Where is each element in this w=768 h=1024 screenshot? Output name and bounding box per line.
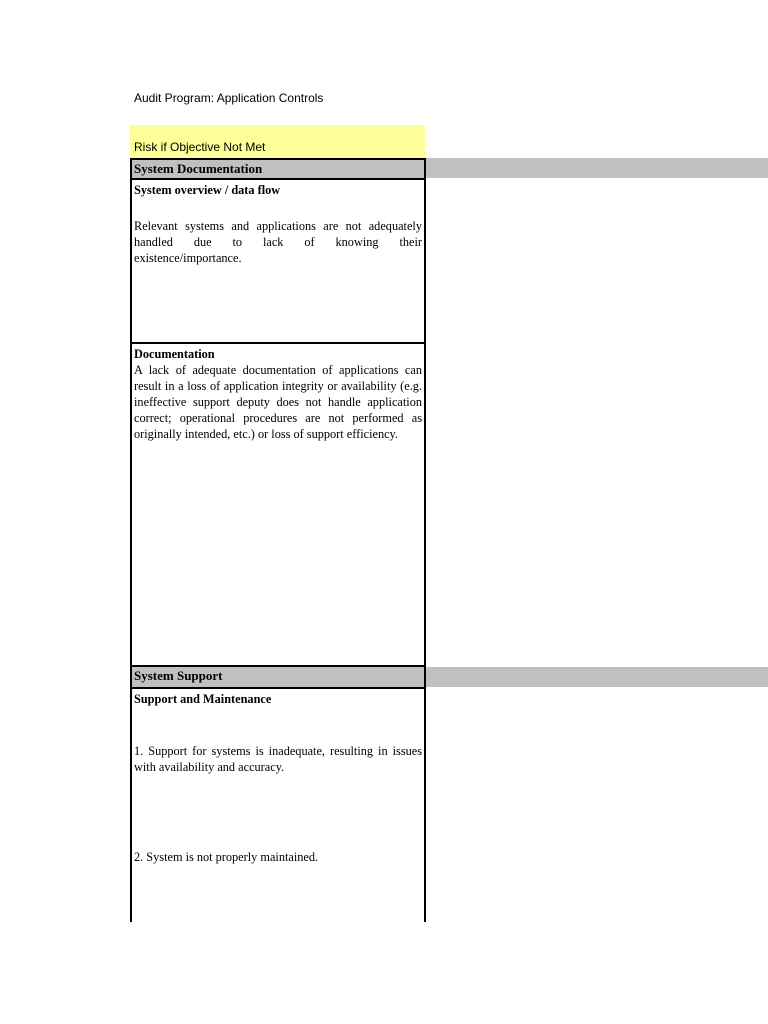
risk-description: Relevant systems and applications are not adequately handled due to lack of knowing their existence/importance. xyxy=(134,219,422,265)
risk-cell-support-maintenance xyxy=(130,687,426,922)
risk-column-header: Risk if Objective Not Met xyxy=(130,125,425,158)
risk-cell-system-overview xyxy=(130,178,426,342)
risk-description: A lack of adequate documentation of applications can result in a loss of application integrity or availability (e.g. ineffective support deputy does not handle application correct; operational procedures are not performed as originally intended, etc.) or loss of support efficiency. xyxy=(134,363,422,441)
document-title: Audit Program: Application Controls xyxy=(134,91,324,105)
risk-description: 2. System is not properly maintained. xyxy=(134,850,319,864)
risk-description: 1. Support for systems is inadequate, resulting in issues with availability and accuracy. xyxy=(134,744,422,774)
section-title-system-support: System Support xyxy=(130,667,426,687)
section-band-system-documentation xyxy=(130,158,768,178)
risk-title: System overview / data flow xyxy=(134,183,281,197)
risk-cell-documentation xyxy=(130,342,426,667)
section-band-system-support xyxy=(130,667,768,687)
risk-title: Documentation xyxy=(134,347,215,361)
section-title-system-documentation: System Documentation xyxy=(130,158,426,178)
risk-title: Support and Maintenance xyxy=(134,692,272,706)
